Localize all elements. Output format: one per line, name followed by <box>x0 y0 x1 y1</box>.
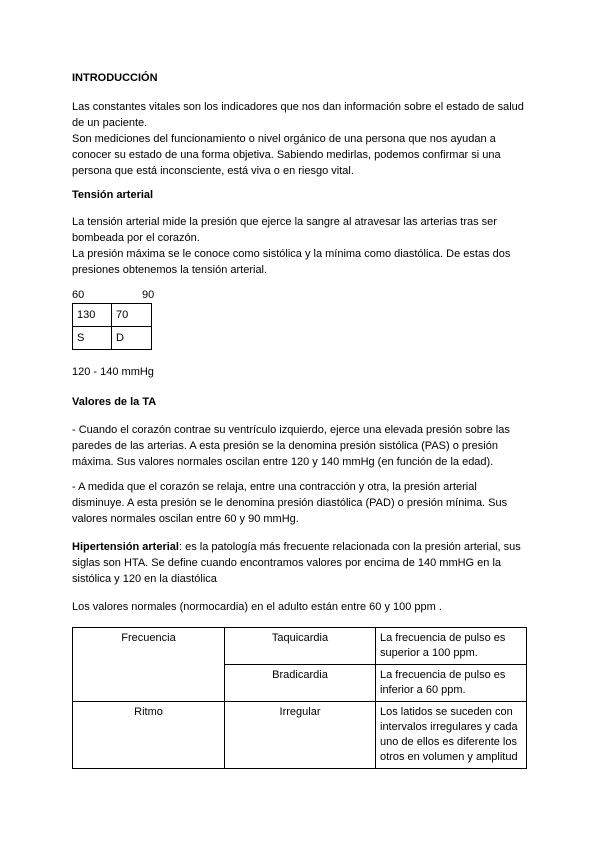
scale-left-label: 60 <box>72 289 85 301</box>
valores-paragraph-2: - A medida que el corazón se relaja, entre una contracción y otra, la presión arterial disminuye. A esta presión se le denomina presión diastólica (PAD) o presión mínima. Sus valores normales oscilan entre 60 y 90 mmHg. <box>72 481 508 525</box>
taquicardia-desc-cell: La frecuencia de pulso es superior a 100 ppm. <box>376 628 527 665</box>
systolic-label: S <box>73 327 112 350</box>
ritmo-cell: Ritmo <box>73 702 225 769</box>
table-row <box>73 327 152 350</box>
diastolic-label: D <box>112 327 152 350</box>
bp-table <box>72 303 152 350</box>
intro-paragraph-1: Las constantes vitales son los indicadores que nos dan información sobre el estado de salud de un paciente. <box>72 101 524 129</box>
pressure-range: 120 - 140 mmHg <box>72 366 154 378</box>
bradicardia-cell: Bradicardia <box>225 665 376 702</box>
scale-right-label: 90 <box>142 289 155 301</box>
intro-heading: INTRODUCCIÓN <box>72 72 158 84</box>
irregular-desc-cell: Los latidos se suceden con intervalos irregulares y cada uno de ellos es diferente los otros en volumen y amplitud <box>376 702 527 769</box>
hta-paragraph <box>72 539 532 587</box>
tension-paragraph-1: La tensión arterial mide la presión que ejerce la sangre al atravesar las arterias tras ser bombeada por el corazón. <box>72 216 497 244</box>
table-row <box>73 304 152 327</box>
tension-paragraph-2: La presión máxima se le conoce como sistólica y la mínima como diastólica. De estas dos presiones obtenemos la tensión arterial. <box>72 248 511 276</box>
bradicardia-desc-cell: La frecuencia de pulso es inferior a 60 ppm. <box>376 665 527 702</box>
pulse-table <box>72 627 527 769</box>
valores-paragraph-1: - Cuando el corazón contrae su ventrículo izquierdo, ejerce una elevada presión sobre las paredes de las arterias. A esta presión se la denomina presión sistólica (PAS) o presión máxima. Sus valores normales oscilan entre 120 y 140 mmHg (en función de la edad). <box>72 424 510 468</box>
valores-heading: Valores de la TA <box>72 396 157 408</box>
table-row <box>73 628 527 665</box>
frecuencia-cell: Frecuencia <box>73 628 225 702</box>
tension-heading: Tensión arterial <box>72 189 154 201</box>
normal-values-text: Los valores normales (normocardia) en el adulto están entre 60 y 100 ppm . <box>72 601 442 613</box>
intro-paragraph-2: Son mediciones del funcionamiento o nivel orgánico de una persona que nos ayudan a conocer su estado de una forma objetiva. Sabiendo medirlas, podemos confirmar si una persona que está inconsciente, está viva o en riesgo vital. <box>72 133 501 177</box>
taquicardia-cell: Taquicardia <box>225 628 376 665</box>
irregular-cell: Irregular <box>225 702 376 769</box>
diastolic-value: 70 <box>112 304 152 327</box>
systolic-value: 130 <box>73 304 112 327</box>
hta-text: : es la patología más frecuente relacionada con la presión arterial, sus siglas son HTA. Se define cuando encontramos valores por encima de 140 mmHG en la sistólica y 120 en la diastólica <box>72 541 521 585</box>
table-row <box>73 702 527 769</box>
hta-term: Hipertensión arterial <box>72 541 179 553</box>
